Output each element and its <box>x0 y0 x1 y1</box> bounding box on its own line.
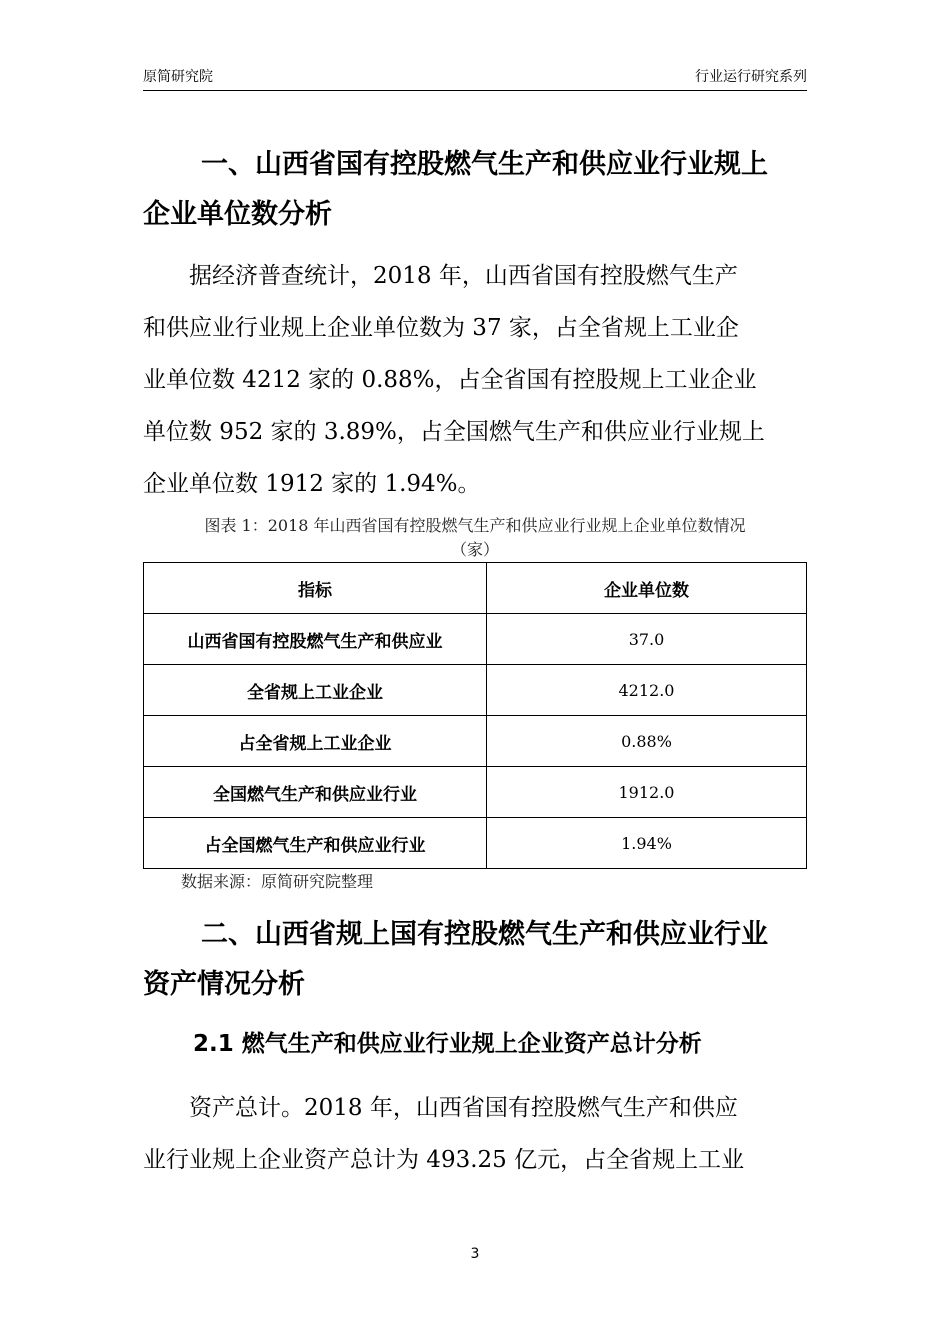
row-value: 0.88% <box>487 716 807 767</box>
page-number: 3 <box>470 1246 480 1262</box>
section1-paragraph <box>143 250 807 510</box>
data-source-note: 数据来源：原简研究院整理 <box>181 872 374 891</box>
section2-heading-line2: 资产情况分析 <box>143 969 305 1000</box>
row-indicator: 占全国燃气生产和供应业行业 <box>144 818 487 869</box>
row-value: 1.94% <box>487 818 807 869</box>
row-indicator: 占全省规上工业企业 <box>144 716 487 767</box>
table-header-row <box>144 563 807 614</box>
subsection-heading: 2.1 燃气生产和供应业行业规上企业资产总计分析 <box>193 1031 702 1057</box>
row-value: 1912.0 <box>487 767 807 818</box>
paragraph-line: 单位数 952 家的 3.89%，占全国燃气生产和供应业行业规上 <box>143 419 765 445</box>
section1-heading <box>143 140 807 240</box>
table-caption-line2: （家） <box>450 540 499 559</box>
header-org-name: 原简研究院 <box>143 69 213 85</box>
table-caption-line1: 图表 1：2018 年山西省国有控股燃气生产和供应业行业规上企业单位数情况 <box>204 516 746 535</box>
paragraph-line: 企业单位数 1912 家的 1.94%。 <box>143 471 481 497</box>
paragraph-line: 和供应业行业规上企业单位数为 37 家，占全省规上工业企 <box>143 315 739 341</box>
row-indicator: 山西省国有控股燃气生产和供应业 <box>144 614 487 665</box>
table-row <box>144 767 807 818</box>
column-header-enterprise-count: 企业单位数 <box>487 563 807 614</box>
section2-paragraph <box>143 1082 807 1186</box>
table-row <box>144 665 807 716</box>
column-header-indicator: 指标 <box>144 563 487 614</box>
section1-heading-line1: 一、山西省国有控股燃气生产和供应业行业规上 <box>201 149 768 180</box>
row-value: 37.0 <box>487 614 807 665</box>
row-value: 4212.0 <box>487 665 807 716</box>
header-series-name: 行业运行研究系列 <box>695 69 807 85</box>
row-indicator: 全国燃气生产和供应业行业 <box>144 767 487 818</box>
table-row <box>144 818 807 869</box>
section1-heading-line2: 企业单位数分析 <box>143 199 332 230</box>
paragraph-line: 据经济普查统计，2018 年，山西省国有控股燃气生产 <box>189 263 738 289</box>
enterprise-count-table <box>143 562 807 869</box>
paragraph-line: 资产总计。2018 年，山西省国有控股燃气生产和供应 <box>189 1095 738 1121</box>
section2-heading-line1: 二、山西省规上国有控股燃气生产和供应业行业 <box>201 919 768 950</box>
table-row <box>144 614 807 665</box>
paragraph-line: 业单位数 4212 家的 0.88%，占全省国有控股规上工业企业 <box>143 367 757 393</box>
table-caption <box>143 514 807 562</box>
page-header <box>143 64 807 91</box>
table-row <box>144 716 807 767</box>
section2-heading <box>143 910 807 1010</box>
row-indicator: 全省规上工业企业 <box>144 665 487 716</box>
paragraph-line: 业行业规上企业资产总计为 493.25 亿元，占全省规上工业 <box>143 1147 745 1173</box>
